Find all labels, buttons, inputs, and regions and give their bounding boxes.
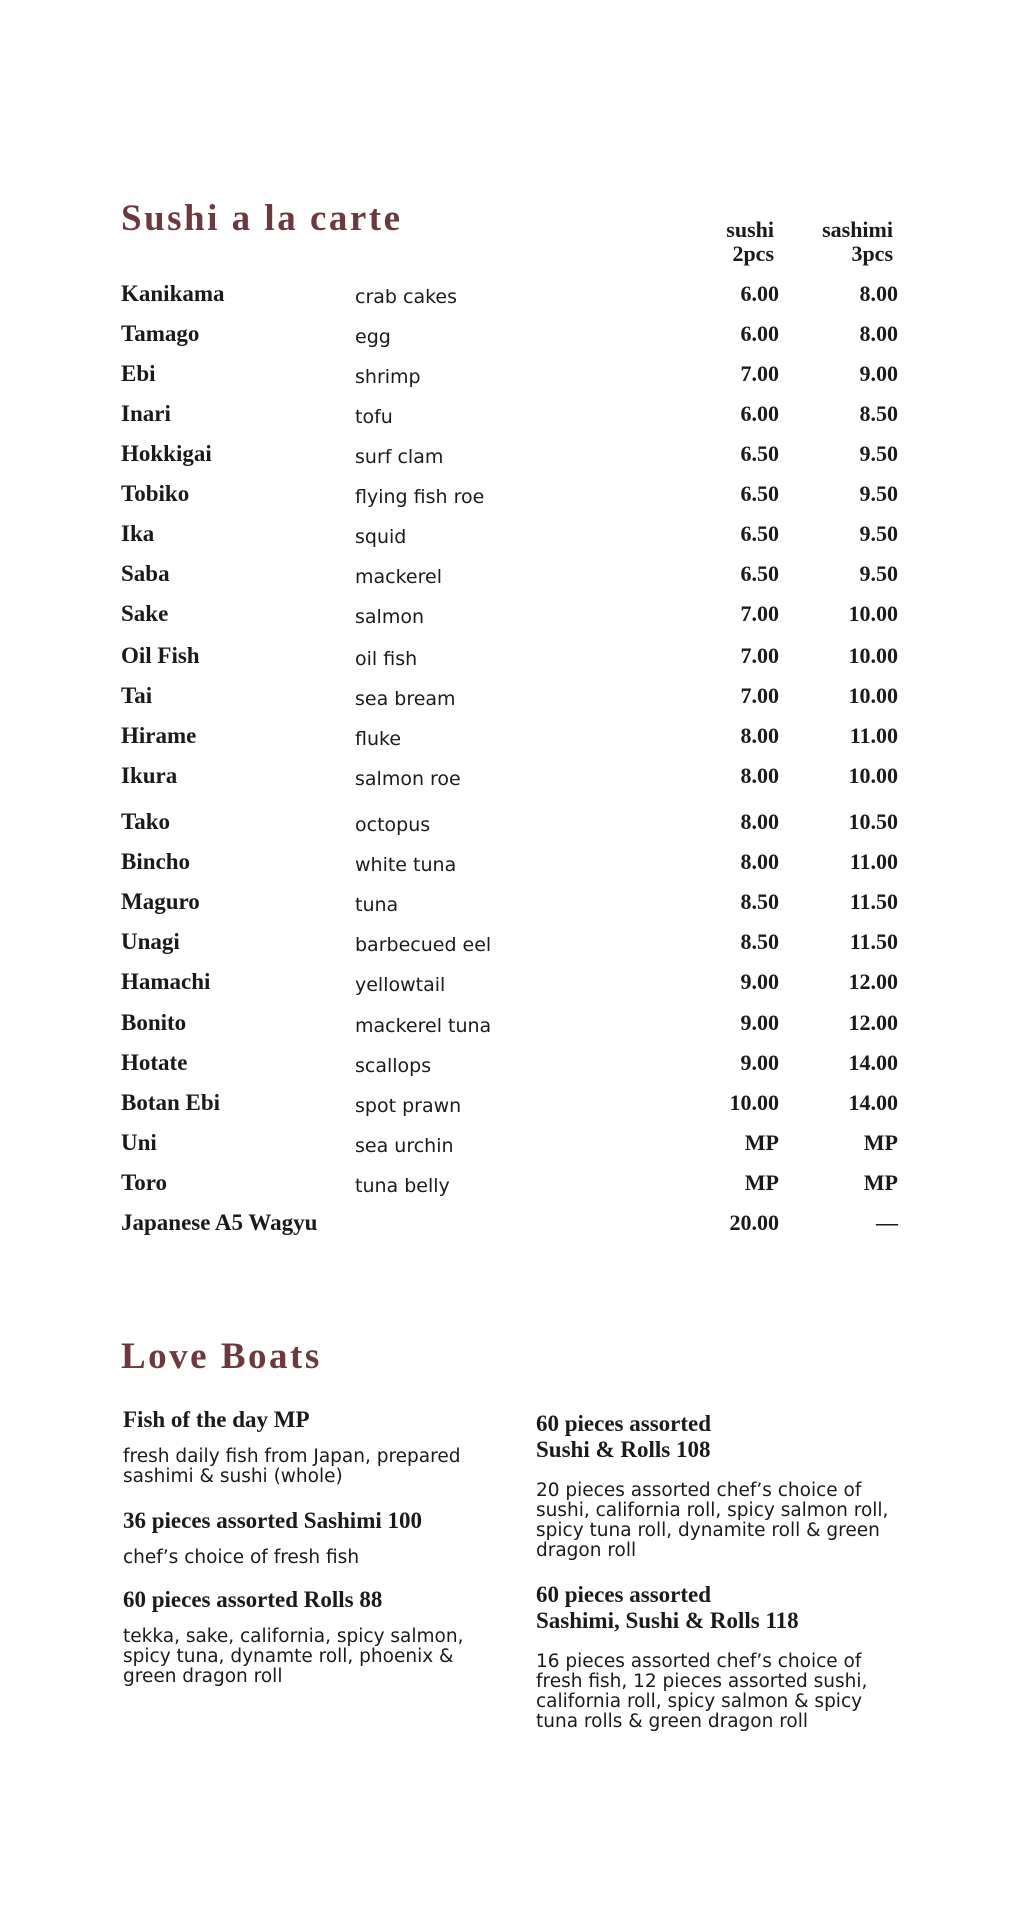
sushi-price: 6.50 (740, 561, 779, 586)
item-name: Ika (121, 521, 155, 546)
item-name: Tako (121, 809, 171, 834)
item-name: Tai (121, 683, 153, 708)
menu-row (121, 847, 901, 883)
boat-description-line: chef’s choice of fresh fish (123, 1547, 360, 1568)
love-boat-60-rolls (123, 1587, 523, 1687)
sashimi-price: 10.00 (848, 643, 898, 668)
sushi-price: 7.00 (740, 643, 779, 668)
menu-row (121, 319, 901, 355)
menu-row (121, 599, 901, 635)
sushi-price: 7.00 (740, 683, 779, 708)
sashimi-price: 14.00 (848, 1090, 898, 1115)
column-header-sashimi-label: sashimi (822, 217, 893, 242)
boat-description-line: 20 pieces assorted chef’s choice of (536, 1480, 862, 1501)
boat-description-line: fresh daily fish from Japan, prepared (123, 1446, 461, 1467)
sushi-price: 8.50 (740, 929, 779, 954)
boat-title: 36 pieces assorted Sashimi 100 (123, 1508, 422, 1533)
menu-row (121, 927, 901, 963)
item-description: salmon (355, 606, 424, 628)
sashimi-price: 11.00 (849, 723, 898, 748)
menu-row (121, 1048, 901, 1084)
sushi-price: MP (744, 1170, 779, 1195)
column-header-sushi-count: 2pcs (732, 241, 774, 266)
sashimi-price: 14.00 (848, 1050, 898, 1075)
boat-title: Fish of the day MP (123, 1407, 310, 1432)
sushi-price: 6.50 (740, 481, 779, 506)
item-name: Uni (121, 1130, 157, 1155)
item-description: surf clam (355, 446, 444, 468)
section-title-love-boats: Love Boats (121, 1336, 322, 1377)
item-name: Botan Ebi (121, 1090, 221, 1115)
menu-row (121, 967, 901, 1003)
sushi-price: 7.00 (740, 361, 779, 386)
menu-row (121, 1008, 901, 1044)
item-name: Hirame (121, 723, 197, 748)
sushi-price: 9.00 (740, 969, 779, 994)
love-boat-60-sushi-rolls (536, 1411, 956, 1561)
sashimi-price: 10.00 (848, 601, 898, 626)
sushi-price: 7.00 (740, 601, 779, 626)
item-name: Ikura (121, 763, 178, 788)
column-header-sushi-label: sushi (726, 217, 774, 242)
sushi-price: 6.00 (740, 321, 779, 346)
item-description: tuna (355, 894, 399, 916)
boat-description-line: tuna rolls & green dragon roll (536, 1711, 809, 1732)
boat-description-line: dragon roll (536, 1540, 637, 1561)
sashimi-price: 9.50 (859, 481, 898, 506)
boat-description-line: 16 pieces assorted chef’s choice of (536, 1651, 862, 1672)
sushi-price: 6.50 (740, 521, 779, 546)
boat-title-line: 60 pieces assorted (536, 1411, 712, 1436)
column-header-sushi (654, 218, 774, 266)
sashimi-price: 9.50 (859, 441, 898, 466)
item-description: spot prawn (355, 1095, 462, 1117)
column-header-sashimi (773, 218, 893, 266)
item-name: Toro (121, 1170, 168, 1195)
sushi-price: 8.00 (740, 849, 779, 874)
item-name: Kanikama (121, 281, 225, 306)
sashimi-price: 11.50 (849, 889, 898, 914)
sashimi-price: 8.00 (859, 321, 898, 346)
item-name: Tamago (121, 321, 200, 346)
item-description: tofu (355, 406, 393, 428)
sashimi-price: 11.50 (849, 929, 898, 954)
item-description: sea urchin (355, 1135, 454, 1157)
sashimi-price: 9.50 (859, 521, 898, 546)
boat-description-line: california roll, spicy salmon & spicy (536, 1691, 863, 1712)
menu-row (121, 887, 901, 923)
boat-description-line: fresh fish, 12 pieces assorted sushi, (536, 1671, 868, 1692)
item-description: sea bream (355, 688, 456, 710)
sashimi-price: 9.50 (859, 561, 898, 586)
item-description: crab cakes (355, 286, 458, 308)
item-name: Inari (121, 401, 171, 426)
item-description: scallops (355, 1055, 432, 1077)
sashimi-price: 8.50 (859, 401, 898, 426)
menu-row (121, 1088, 901, 1124)
item-description: mackerel tuna (355, 1015, 492, 1037)
sushi-price: 6.50 (740, 441, 779, 466)
boat-description-line: spicy tuna, dynamte roll, phoenix & (123, 1646, 454, 1667)
sushi-price: 9.00 (740, 1050, 779, 1075)
sashimi-price: 8.00 (859, 281, 898, 306)
sashimi-price: 10.00 (848, 683, 898, 708)
item-name: Sake (121, 601, 169, 626)
sushi-price: 10.00 (729, 1090, 779, 1115)
love-boat-fish-of-the-day (123, 1407, 523, 1487)
sushi-price: 20.00 (729, 1210, 779, 1235)
sashimi-price: 12.00 (848, 969, 898, 994)
column-header-sashimi-count: 3pcs (851, 241, 893, 266)
sashimi-price: 12.00 (848, 1010, 898, 1035)
item-description: yellowtail (355, 974, 446, 996)
item-name: Hokkigai (121, 441, 212, 466)
menu-row (121, 641, 901, 677)
item-description: egg (355, 326, 391, 348)
item-name: Hamachi (121, 969, 211, 994)
sushi-price: 6.00 (740, 401, 779, 426)
item-description: shrimp (355, 366, 421, 388)
boat-description-line: spicy tuna roll, dynamite roll & green (536, 1520, 880, 1541)
menu-row (121, 279, 901, 315)
item-name: Unagi (121, 929, 180, 954)
item-description: white tuna (355, 854, 457, 876)
item-name: Ebi (121, 361, 156, 386)
item-description: flying fish roe (355, 486, 485, 508)
sashimi-price: MP (863, 1170, 898, 1195)
sashimi-price: 10.00 (848, 763, 898, 788)
item-name: Japanese A5 Wagyu (121, 1210, 318, 1235)
item-description: squid (355, 526, 407, 548)
menu-row (121, 439, 901, 475)
boat-title-line: Sashimi, Sushi & Rolls 118 (536, 1608, 799, 1633)
item-description: fluke (355, 728, 402, 750)
boat-title-line: 60 pieces assorted (536, 1582, 712, 1607)
item-name: Saba (121, 561, 170, 586)
boat-description-line: sashimi & sushi (whole) (123, 1466, 343, 1487)
boat-description-line: green dragon roll (123, 1666, 283, 1687)
boat-title: 60 pieces assorted Rolls 88 (123, 1587, 383, 1612)
sashimi-price: MP (863, 1130, 898, 1155)
item-name: Hotate (121, 1050, 188, 1075)
item-name: Maguro (121, 889, 200, 914)
sushi-price: 8.00 (740, 809, 779, 834)
section-title-sushi-a-la-carte: Sushi a la carte (121, 198, 403, 239)
sashimi-price: 11.00 (849, 849, 898, 874)
boat-description-line: sushi, california roll, spicy salmon roll, (536, 1500, 889, 1521)
item-name: Bonito (121, 1010, 187, 1035)
sashimi-price: 9.00 (859, 361, 898, 386)
menu-row (121, 807, 901, 843)
menu-row (121, 519, 901, 555)
item-description: mackerel (355, 566, 442, 588)
sashimi-price: 10.50 (848, 809, 898, 834)
boat-description-line: tekka, sake, california, spicy salmon, (123, 1626, 464, 1647)
menu-row (121, 559, 901, 595)
menu-row (121, 1208, 901, 1244)
sushi-price: 9.00 (740, 1010, 779, 1035)
sashimi-price: — (876, 1210, 898, 1235)
sushi-price: 8.50 (740, 889, 779, 914)
item-description: barbecued eel (355, 934, 492, 956)
sushi-price: 8.00 (740, 723, 779, 748)
item-name: Oil Fish (121, 643, 200, 668)
menu-row (121, 1168, 901, 1204)
menu-row (121, 681, 901, 717)
love-boat-36-sashimi (123, 1508, 523, 1568)
sushi-price: 8.00 (740, 763, 779, 788)
menu-row (121, 359, 901, 395)
menu-row (121, 479, 901, 515)
menu-row (121, 399, 901, 435)
item-name: Tobiko (121, 481, 190, 506)
item-description: salmon roe (355, 768, 461, 790)
boat-title-line: Sushi & Rolls 108 (536, 1437, 711, 1462)
menu-row (121, 1128, 901, 1164)
menu-row (121, 721, 901, 757)
sushi-price: MP (744, 1130, 779, 1155)
item-description: octopus (355, 814, 431, 836)
love-boat-60-sashimi-sushi-rolls (536, 1582, 956, 1732)
sushi-price: 6.00 (740, 281, 779, 306)
item-name: Bincho (121, 849, 191, 874)
item-description: oil fish (355, 648, 418, 670)
menu-row (121, 761, 901, 797)
item-description: tuna belly (355, 1175, 450, 1197)
